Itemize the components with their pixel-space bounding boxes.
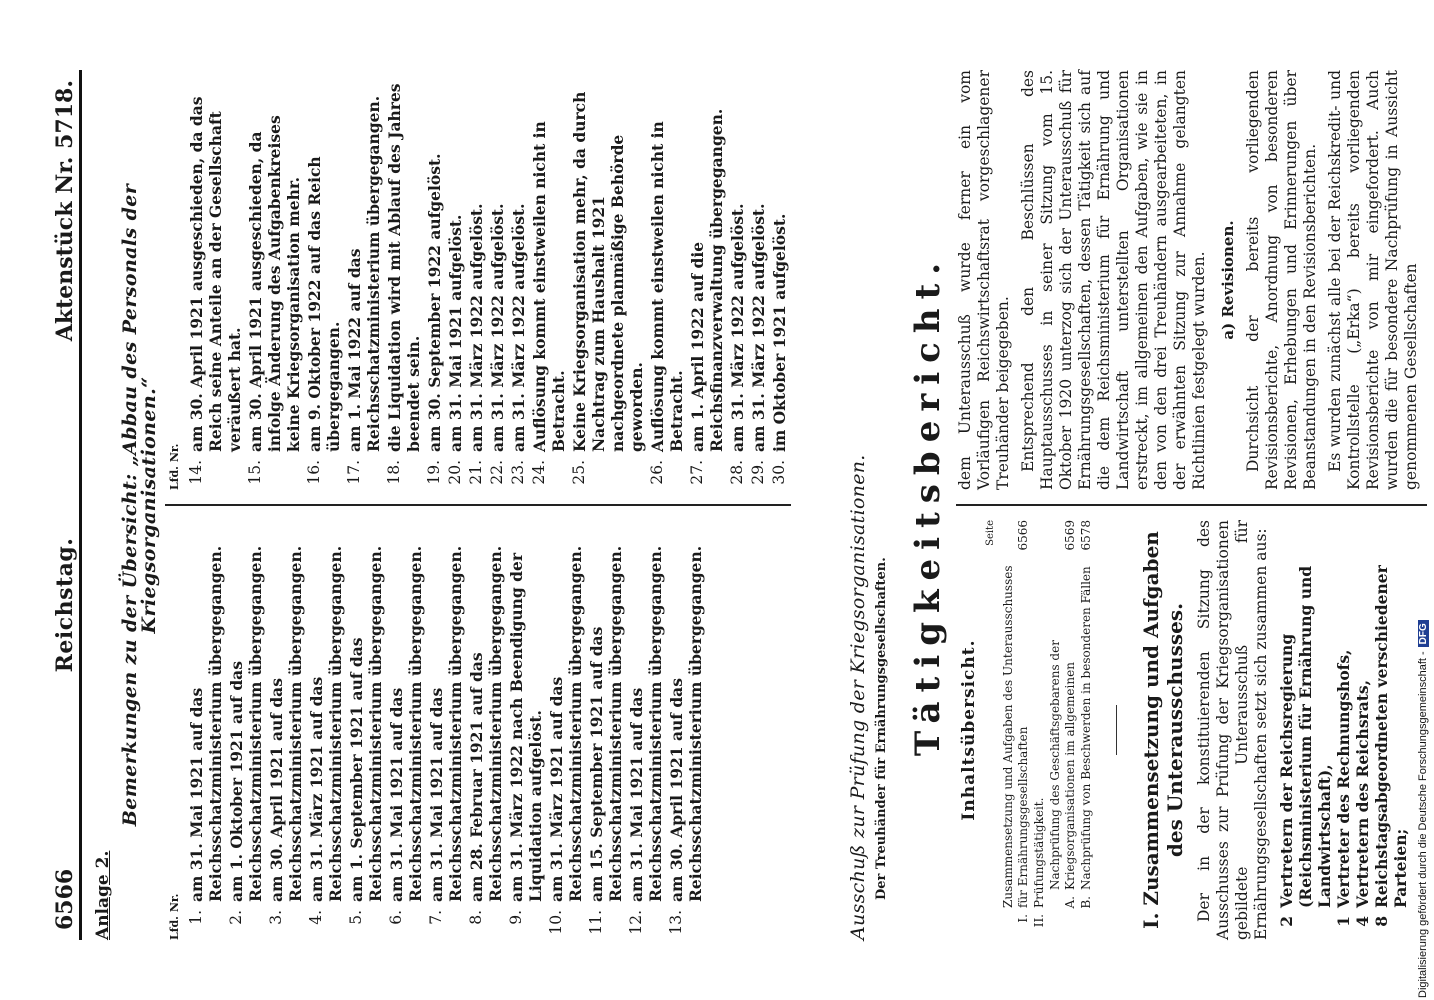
list-item: 27. am 1. April 1922 auf die Reichsfinanzverwaltung übergegangen. (688, 108, 726, 485)
column-rule (165, 504, 791, 506)
list-item: 13. am 30. April 1921 auf das Reichsschatzministerium übergegangen. (667, 545, 705, 935)
ausschuss-header (849, 70, 891, 940)
section-heading: I. Zusammensetzung und Aufgaben des Unterausschusses. (1139, 531, 1187, 929)
remarks-list-right (187, 70, 789, 490)
paragraph: dem Unterausschuß wurde ferner ein vom Vorläufigen Reichswirtschaftsrat vorgeschlagener Treuhänder beigegeben. (956, 70, 1012, 490)
list-item: 8. am 28. Februar 1921 auf das Reichsschatzministerium übergegangen. (467, 545, 505, 925)
report-right-column (956, 70, 1427, 490)
list-item: 1. am 31. Mai 1921 auf das Reichsschatzministerium übergegangen. (187, 545, 225, 925)
toc-row: I. Zusammensetzung und Aufgaben des Unterausschusses für Ernährungsgesellschaften 6566 (1001, 520, 1030, 923)
section-intro: Der in der konstituierenden Sitzung des Ausschusses zur Prüfung der Kriegsorganisationen gebildete Unterausschuß für Ernährungsgesellschaften setzt sich zusammen aus: (1195, 520, 1270, 940)
list-item: 25. Keine Kriegsorganisation mehr, da durch Nachtrag zum Haushalt 1921 nachgeordnete planmäßige Behörde geworden. (570, 91, 646, 485)
member-row: 4 Vertretern des Reichsrats, (1353, 679, 1372, 927)
member-list (1277, 520, 1410, 940)
ausschuss-subtitle: Der Treuhänder für Ernährungsgesellschaften. (874, 557, 889, 900)
list-item: 23. am 31. März 1922 aufgelöst. (509, 203, 528, 485)
list-item: 21. am 31. März 1922 aufgelöst. (467, 203, 486, 485)
header-center: Reichstag. (52, 537, 78, 673)
report-columns (956, 70, 1427, 940)
remarks-left-column (165, 520, 791, 940)
list-item: 7. am 31. Mai 1921 auf das Reichsschatzministerium übergegangen. (427, 545, 465, 925)
report-title: Tätigkeitsbericht. (908, 253, 948, 757)
header-right: Aktenstück Nr. 5718. (52, 80, 78, 342)
list-item: 29. am 31. März 1922 aufgelöst. (749, 203, 768, 485)
list-item: 20. am 31. Mai 1921 aufgelöst. (446, 214, 465, 485)
table-of-contents (1001, 520, 1094, 940)
list-item: 18. die Liquidation wird mit Ablauf des Jahres beendet sein. (385, 83, 423, 485)
list-item: 19. am 30. September 1922 aufgelöst. (425, 153, 444, 485)
list-item: 16. am 9. Oktober 1922 auf das Reich übergegangen. (305, 156, 343, 485)
list-item: 11. am 15. September 1921 auf das Reichsschatzministerium übergegangen. (587, 545, 625, 935)
toc-seite-label: Seite (985, 520, 996, 546)
remarks-list-left (187, 520, 705, 940)
lfd-label: Lfd. Nr. (168, 443, 181, 490)
list-item: 17. am 1. Mai 1922 auf das Reichsschatzministerium übergegangen. (345, 95, 383, 485)
paragraph: Es wurden zunächst alle bei der Reichskredit- und Kontrollstelle („Erka“) bereits vorliegenden Revisionsberichte von mir eingefordert. Auch wurden die für besondere Nachprüfung in Aussicht genommenen Gesellschaften (1326, 70, 1420, 490)
list-item: 30. im Oktober 1921 aufgelöst. (770, 213, 789, 485)
toc-row: B. Nachprüfung von Beschwerden in besonderen Fällen 6578 (1079, 520, 1093, 909)
member-row: 2 Vertretern der Reichsregierung (Reichsministerium für Ernährung und Landwirtschaft), (1277, 565, 1334, 927)
divider (1116, 705, 1117, 755)
list-item: 10. am 31. März 1921 auf das Reichsschatzministerium übergegangen. (547, 545, 585, 935)
list-item: 26. Auflösung kommt einstweilen nicht in Betracht. (648, 121, 686, 485)
page-number: 6566 (52, 868, 78, 930)
list-item: 12. am 31. Mai 1921 auf das Reichsschatzministerium übergegangen. (627, 545, 665, 935)
credit-text: Digitalisierung gefördert durch die Deutsche Forschungsgemeinschaft - (1417, 651, 1429, 998)
list-item: 24. Auflösung kommt einstweilen nicht in Betracht. (530, 121, 568, 485)
remarks-columns (165, 70, 791, 940)
dfg-logo: DFG (1418, 620, 1429, 647)
toc-row: II. Prüfungstätigkeit. (1032, 797, 1046, 928)
member-row: 8 Reichstagsabgeordneten verschiedener Parteien; (1372, 565, 1410, 927)
paragraph: Durchsicht der bereits vorliegenden Revisionsberichte, Anordnung von besonderen Revisionen, Erhebungen und Erinnerungen über Beanstandungen in den Revisionsberichten. (1244, 70, 1319, 490)
toc-row: A. Nachprüfung des Geschäftsgebarens der Kriegsorganisationen im allgemeinen 6569 (1048, 520, 1077, 909)
header-rule (79, 70, 82, 940)
report-left-column (956, 520, 1427, 940)
list-item: 6. am 31. Mai 1921 auf das Reichsschatzministerium übergegangen. (387, 545, 425, 925)
list-item: 28. am 31. März 1922 aufgelöst. (728, 203, 747, 485)
list-item: 4. am 31. März 1921 auf das Reichsschatzministerium übergegangen. (307, 545, 345, 925)
member-row: 1 Vertreter des Rechnungshofs, (1334, 649, 1353, 927)
column-rule (956, 504, 1427, 506)
toc-title: Inhaltsübersicht. (959, 639, 979, 821)
bemerkungen-title: Bemerkungen zu der Übersicht: „Abbau des Personals der Kriegsorganisationen.“ (119, 183, 160, 827)
paragraph: Entsprechend den Beschlüssen des Hauptausschusses in seiner Sitzung vom 15. Oktober 1920 unterzog sich der Unterausschuß für Ernährungsgesellschaften, dessen Tätigkeit sich auf die dem Reichsministerium für Ernährung und Landwirtschaft unterstellten Organisationen erstreckt, im allgemeinen den Aufgaben, wie sie in den von den drei Treuhändern ausgearbeiteten, in der erwähnten Sitzung zur Annahme gelangten Richtlinien festgelegt wurden. (1019, 70, 1208, 490)
page-header (52, 70, 79, 940)
anlage-label: Anlage 2. (93, 850, 113, 940)
remarks-right-column (165, 70, 791, 490)
ausschuss-title: Ausschuß zur Prüfung der Kriegsorganisationen. (847, 454, 869, 940)
list-item: 22. am 31. März 1922 aufgelöst. (488, 203, 507, 485)
list-item: 2. am 1. Oktober 1921 auf das Reichsschatzministerium übergegangen. (227, 545, 265, 925)
list-item: 3. am 30. April 1921 auf das Reichsschatzministerium übergegangen. (267, 545, 305, 925)
list-item: 15. am 30. April 1921 ausgeschieden, da infolge Änderung des Aufgabenkreises keine Kriegsorganisation mehr. (246, 115, 303, 485)
list-item: 14. am 30. April 1921 ausgeschieden, da das Reich seine Anteile an der Gesellschaft veräußert hat. (187, 96, 244, 485)
list-item: 9. am 31. März 1922 nach Beendigung der Liquidation aufgelöst. (507, 552, 545, 925)
digitization-credit (1411, 8, 1433, 998)
lfd-label: Lfd. Nr. (168, 893, 181, 940)
revisionen-heading: a) Revisionen. (1219, 220, 1237, 340)
list-item: 5. am 1. September 1921 auf das Reichsschatzministerium übergegangen. (347, 545, 385, 925)
